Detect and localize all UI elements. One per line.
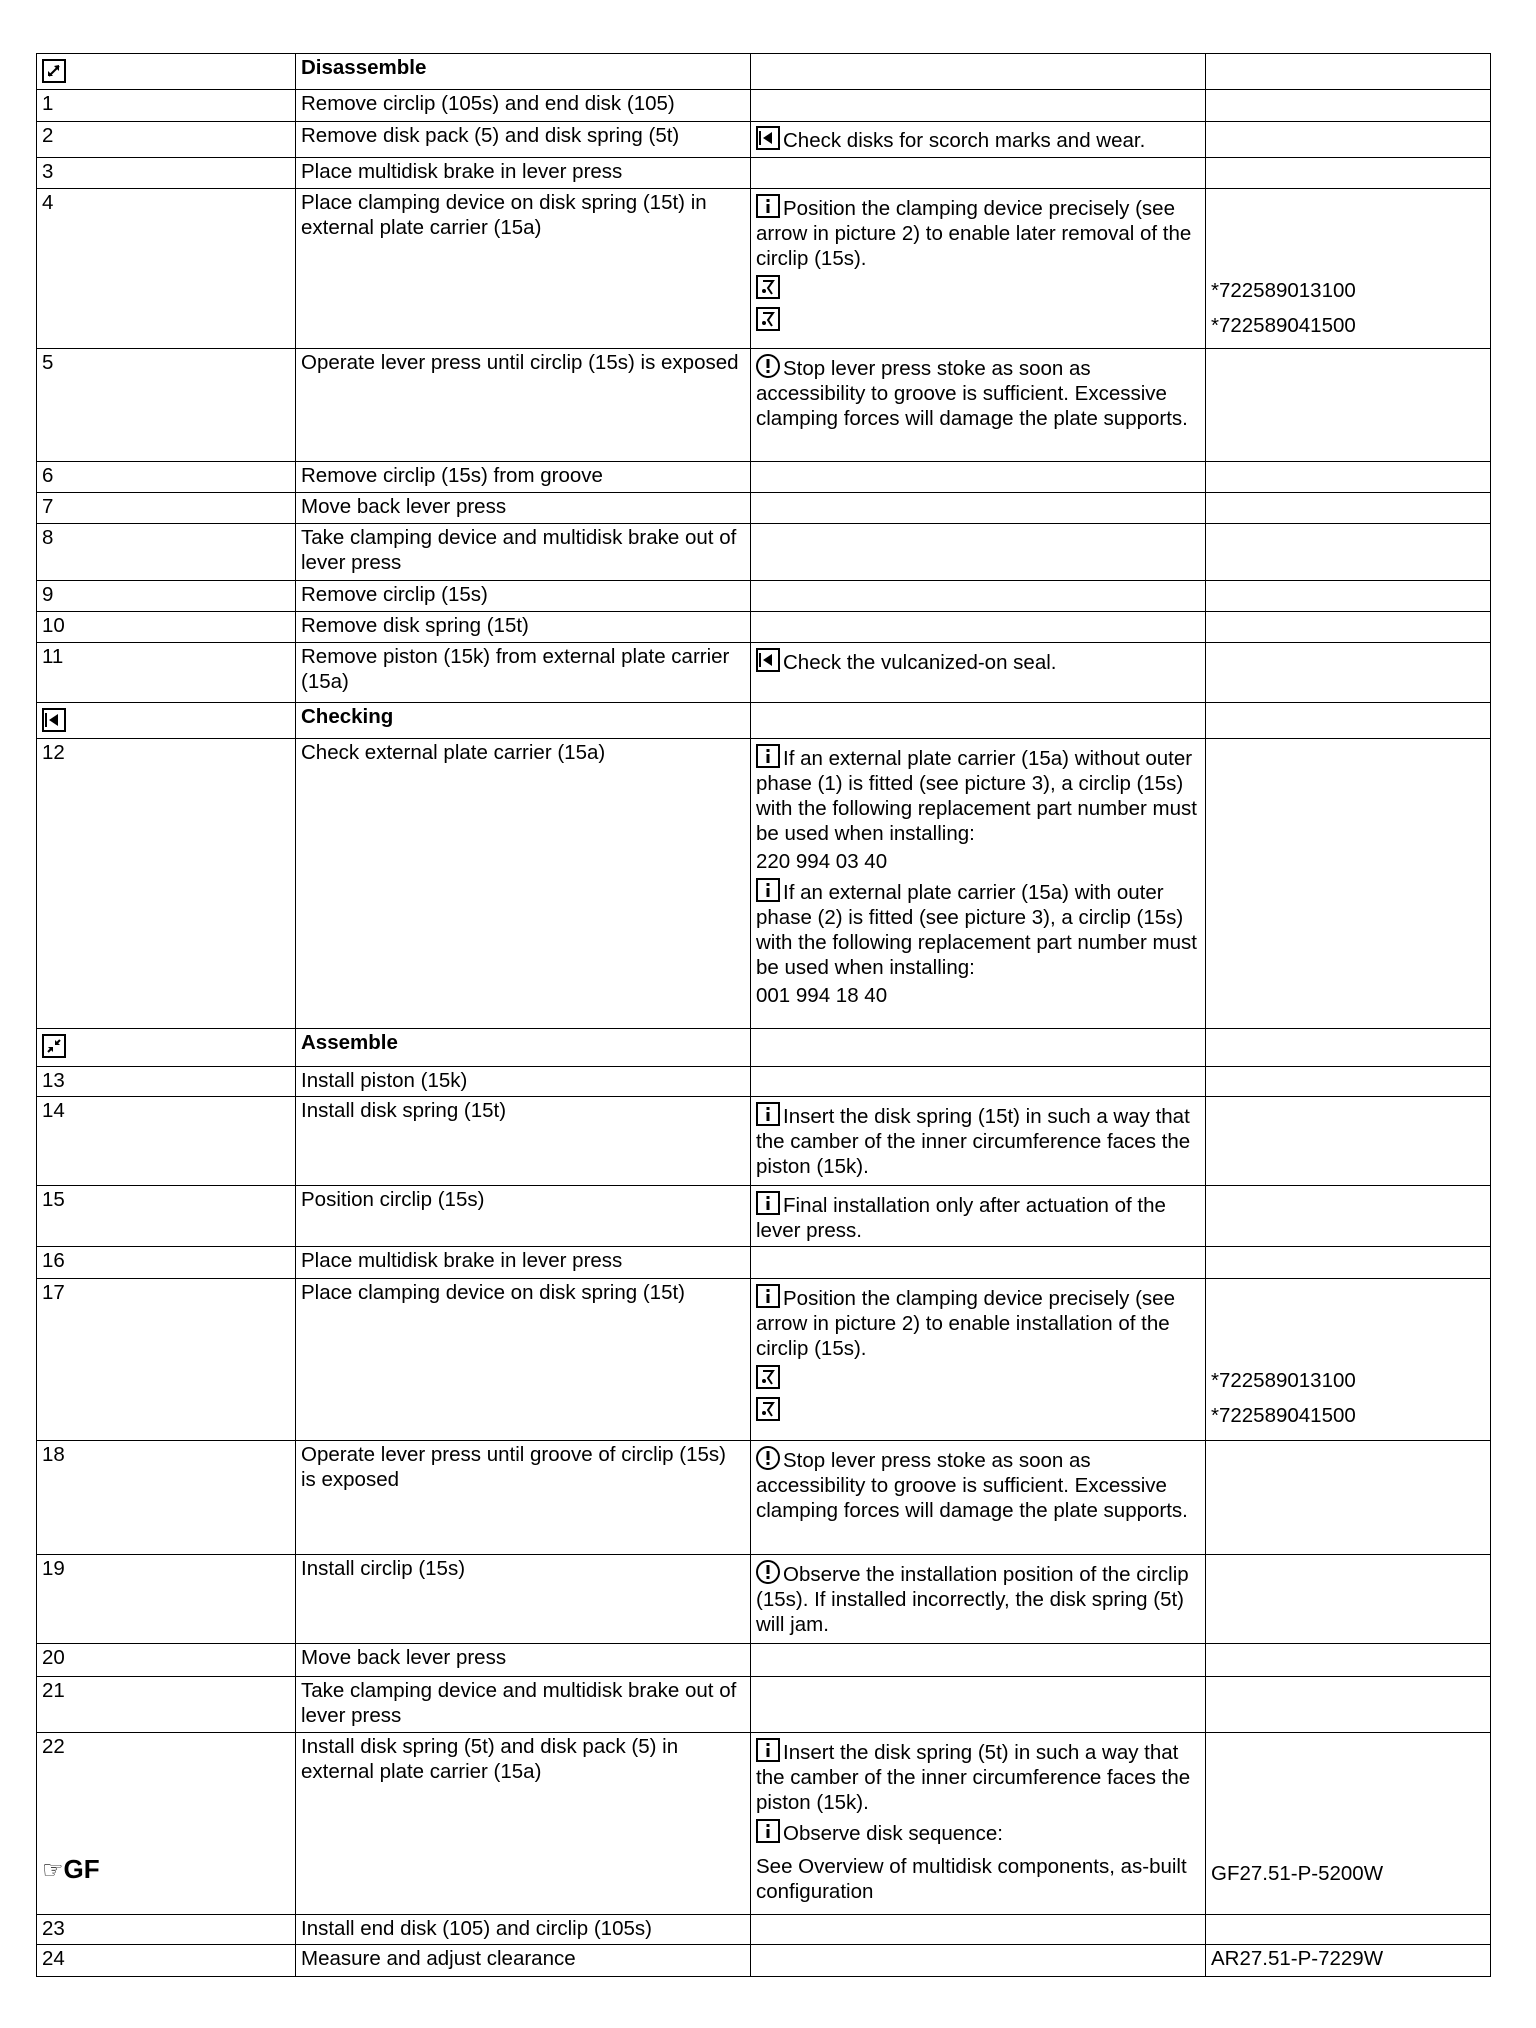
table-row <box>37 1186 1491 1247</box>
step-number: 23 <box>37 1915 296 1945</box>
step-text: Place clamping device on disk spring (15t) in external plate carrier (15a) <box>296 189 751 349</box>
tool-number: *722589013100 <box>1211 279 1356 302</box>
step-number: 13 <box>37 1067 296 1097</box>
step-number: 22 <box>42 1735 65 1758</box>
table-row <box>37 493 1491 524</box>
step-text: Check external plate carrier (15a) <box>296 739 751 1029</box>
section-row-disassemble <box>37 54 1491 90</box>
checking-icon <box>42 708 66 732</box>
step-note: Final installation only after actuation of the lever press. <box>756 1194 1166 1242</box>
step-text: Measure and adjust clearance <box>296 1945 751 1977</box>
table-row <box>37 643 1491 703</box>
step-text: Position circlip (15s) <box>296 1186 751 1247</box>
table-row <box>37 1097 1491 1186</box>
section-title: Assemble <box>296 1029 751 1067</box>
pointing-hand-icon: ☞ <box>42 1857 64 1884</box>
warning-icon <box>756 1560 780 1584</box>
table-row <box>37 1644 1491 1677</box>
step-note: If an external plate carrier (15a) without outer phase (1) is fitted (see picture 3), a circlip (15s) with the following replacement part number must be used when installing: <box>756 747 1197 845</box>
table-row <box>37 739 1491 1029</box>
step-number: 16 <box>37 1247 296 1279</box>
assemble-icon <box>42 1034 66 1058</box>
step-note: Observe the installation position of the circlip (15s). If installed incorrectly, the disk spring (5t) will jam. <box>756 1563 1189 1636</box>
warning-icon <box>756 1446 780 1470</box>
table-row <box>37 1733 1491 1915</box>
step-note: Insert the disk spring (5t) in such a way that the camber of the inner circumference faces the piston (15k). <box>756 1741 1191 1814</box>
table-row <box>37 158 1491 189</box>
section-row-checking <box>37 703 1491 739</box>
part-number: 001 994 18 40 <box>756 984 888 1007</box>
gf-label: GF <box>63 1854 100 1884</box>
info-icon <box>756 1191 780 1215</box>
step-text: Move back lever press <box>296 1644 751 1677</box>
table-row <box>37 1441 1491 1555</box>
step-number: 2 <box>37 122 296 158</box>
section-title: Checking <box>296 703 751 739</box>
table-row <box>37 189 1491 349</box>
document-reference-link[interactable]: GF27.51-P-5200W <box>1211 1862 1384 1885</box>
disassemble-icon-cell <box>37 54 296 90</box>
step-text: Install piston (15k) <box>296 1067 751 1097</box>
step-note: Position the clamping device precisely (see arrow in picture 2) to enable later removal of the circlip (15s). <box>756 197 1192 270</box>
special-tool-icon <box>756 307 780 331</box>
step-note: Check the vulcanized-on seal. <box>783 651 1057 674</box>
table-row <box>37 581 1491 612</box>
step-text: Take clamping device and multidisk brake out of lever press <box>296 524 751 581</box>
step-number: 3 <box>37 158 296 189</box>
table-row <box>37 612 1491 643</box>
step-text: Install end disk (105) and circlip (105s) <box>296 1915 751 1945</box>
step-text: Move back lever press <box>296 493 751 524</box>
see-reference-text: See Overview of multidisk components, as-built configuration <box>756 1855 1187 1903</box>
section-title: Disassemble <box>296 54 751 90</box>
step-note: Insert the disk spring (15t) in such a way that the camber of the inner circumference faces the piston (15k). <box>756 1105 1191 1178</box>
step-number: 7 <box>37 493 296 524</box>
step-text: Remove circlip (15s) <box>296 581 751 612</box>
info-icon <box>756 194 780 218</box>
step-text: Operate lever press until groove of circlip (15s) is exposed <box>296 1441 751 1555</box>
table-row <box>37 1067 1491 1097</box>
step-number: 9 <box>37 581 296 612</box>
special-tool-icon <box>756 1365 780 1389</box>
step-number: 5 <box>37 349 296 462</box>
disassemble-icon <box>42 59 66 83</box>
step-text: Take clamping device and multidisk brake out of lever press <box>296 1677 751 1733</box>
table-row <box>37 1677 1491 1733</box>
info-icon <box>756 1284 780 1308</box>
document-reference-link[interactable]: AR27.51-P-7229W <box>1206 1945 1491 1977</box>
step-note: Stop lever press stoke as soon as accessibility to groove is sufficient. Excessive clamping forces will damage the plate supports. <box>756 357 1188 430</box>
step-number: 21 <box>37 1677 296 1733</box>
step-note: Observe disk sequence: <box>783 1822 1003 1845</box>
step-number: 20 <box>37 1644 296 1677</box>
table-row <box>37 90 1491 122</box>
step-text: Remove circlip (105s) and end disk (105) <box>296 90 751 122</box>
info-icon <box>756 1102 780 1126</box>
step-number: 4 <box>37 189 296 349</box>
step-note: Check disks for scorch marks and wear. <box>783 129 1146 152</box>
table-row <box>37 1247 1491 1279</box>
step-text: Remove disk spring (15t) <box>296 612 751 643</box>
check-icon <box>756 126 780 150</box>
step-text: Operate lever press until circlip (15s) is exposed <box>296 349 751 462</box>
gf-reference-marker <box>42 1854 290 1884</box>
table-row <box>37 462 1491 493</box>
part-number: 220 994 03 40 <box>756 850 888 873</box>
info-icon <box>756 1738 780 1762</box>
step-text: Install disk spring (15t) <box>296 1097 751 1186</box>
tool-number: *722589041500 <box>1211 1404 1356 1427</box>
tool-number: *722589013100 <box>1211 1369 1356 1392</box>
step-text: Install disk spring (5t) and disk pack (5) in external plate carrier (15a) <box>296 1733 751 1915</box>
table-row <box>37 1279 1491 1441</box>
procedure-table <box>36 53 1491 1977</box>
step-number: 19 <box>37 1555 296 1644</box>
step-number: 24 <box>37 1945 296 1977</box>
special-tool-icon <box>756 275 780 299</box>
step-number: 14 <box>37 1097 296 1186</box>
table-row <box>37 1945 1491 1977</box>
info-icon <box>756 878 780 902</box>
step-note: If an external plate carrier (15a) with outer phase (2) is fitted (see picture 3), a circlip (15s) with the following replacement part number must be used when installing: <box>756 881 1197 979</box>
info-icon <box>756 744 780 768</box>
step-text: Install circlip (15s) <box>296 1555 751 1644</box>
table-row <box>37 1555 1491 1644</box>
warning-icon <box>756 354 780 378</box>
step-number: 12 <box>37 739 296 1029</box>
step-text: Place multidisk brake in lever press <box>296 1247 751 1279</box>
step-number: 6 <box>37 462 296 493</box>
step-text: Remove circlip (15s) from groove <box>296 462 751 493</box>
step-note: Stop lever press stoke as soon as accessibility to groove is sufficient. Excessive clamping forces will damage the plate supports. <box>756 1449 1188 1522</box>
step-text: Remove disk pack (5) and disk spring (5t) <box>296 122 751 158</box>
step-note: Position the clamping device precisely (see arrow in picture 2) to enable installation of the circlip (15s). <box>756 1287 1175 1360</box>
step-number: 8 <box>37 524 296 581</box>
section-row-assemble <box>37 1029 1491 1067</box>
step-text: Remove piston (15k) from external plate carrier (15a) <box>296 643 751 703</box>
table-row <box>37 349 1491 462</box>
check-icon <box>756 648 780 672</box>
special-tool-icon <box>756 1397 780 1421</box>
step-number: 17 <box>37 1279 296 1441</box>
table-row <box>37 1915 1491 1945</box>
info-icon <box>756 1819 780 1843</box>
tool-number: *722589041500 <box>1211 314 1356 337</box>
step-number: 18 <box>37 1441 296 1555</box>
step-number: 1 <box>37 90 296 122</box>
step-number: 10 <box>37 612 296 643</box>
step-text: Place multidisk brake in lever press <box>296 158 751 189</box>
table-row <box>37 122 1491 158</box>
table-row <box>37 524 1491 581</box>
step-number: 15 <box>37 1186 296 1247</box>
step-text: Place clamping device on disk spring (15t) <box>296 1279 751 1441</box>
step-number: 11 <box>37 643 296 703</box>
